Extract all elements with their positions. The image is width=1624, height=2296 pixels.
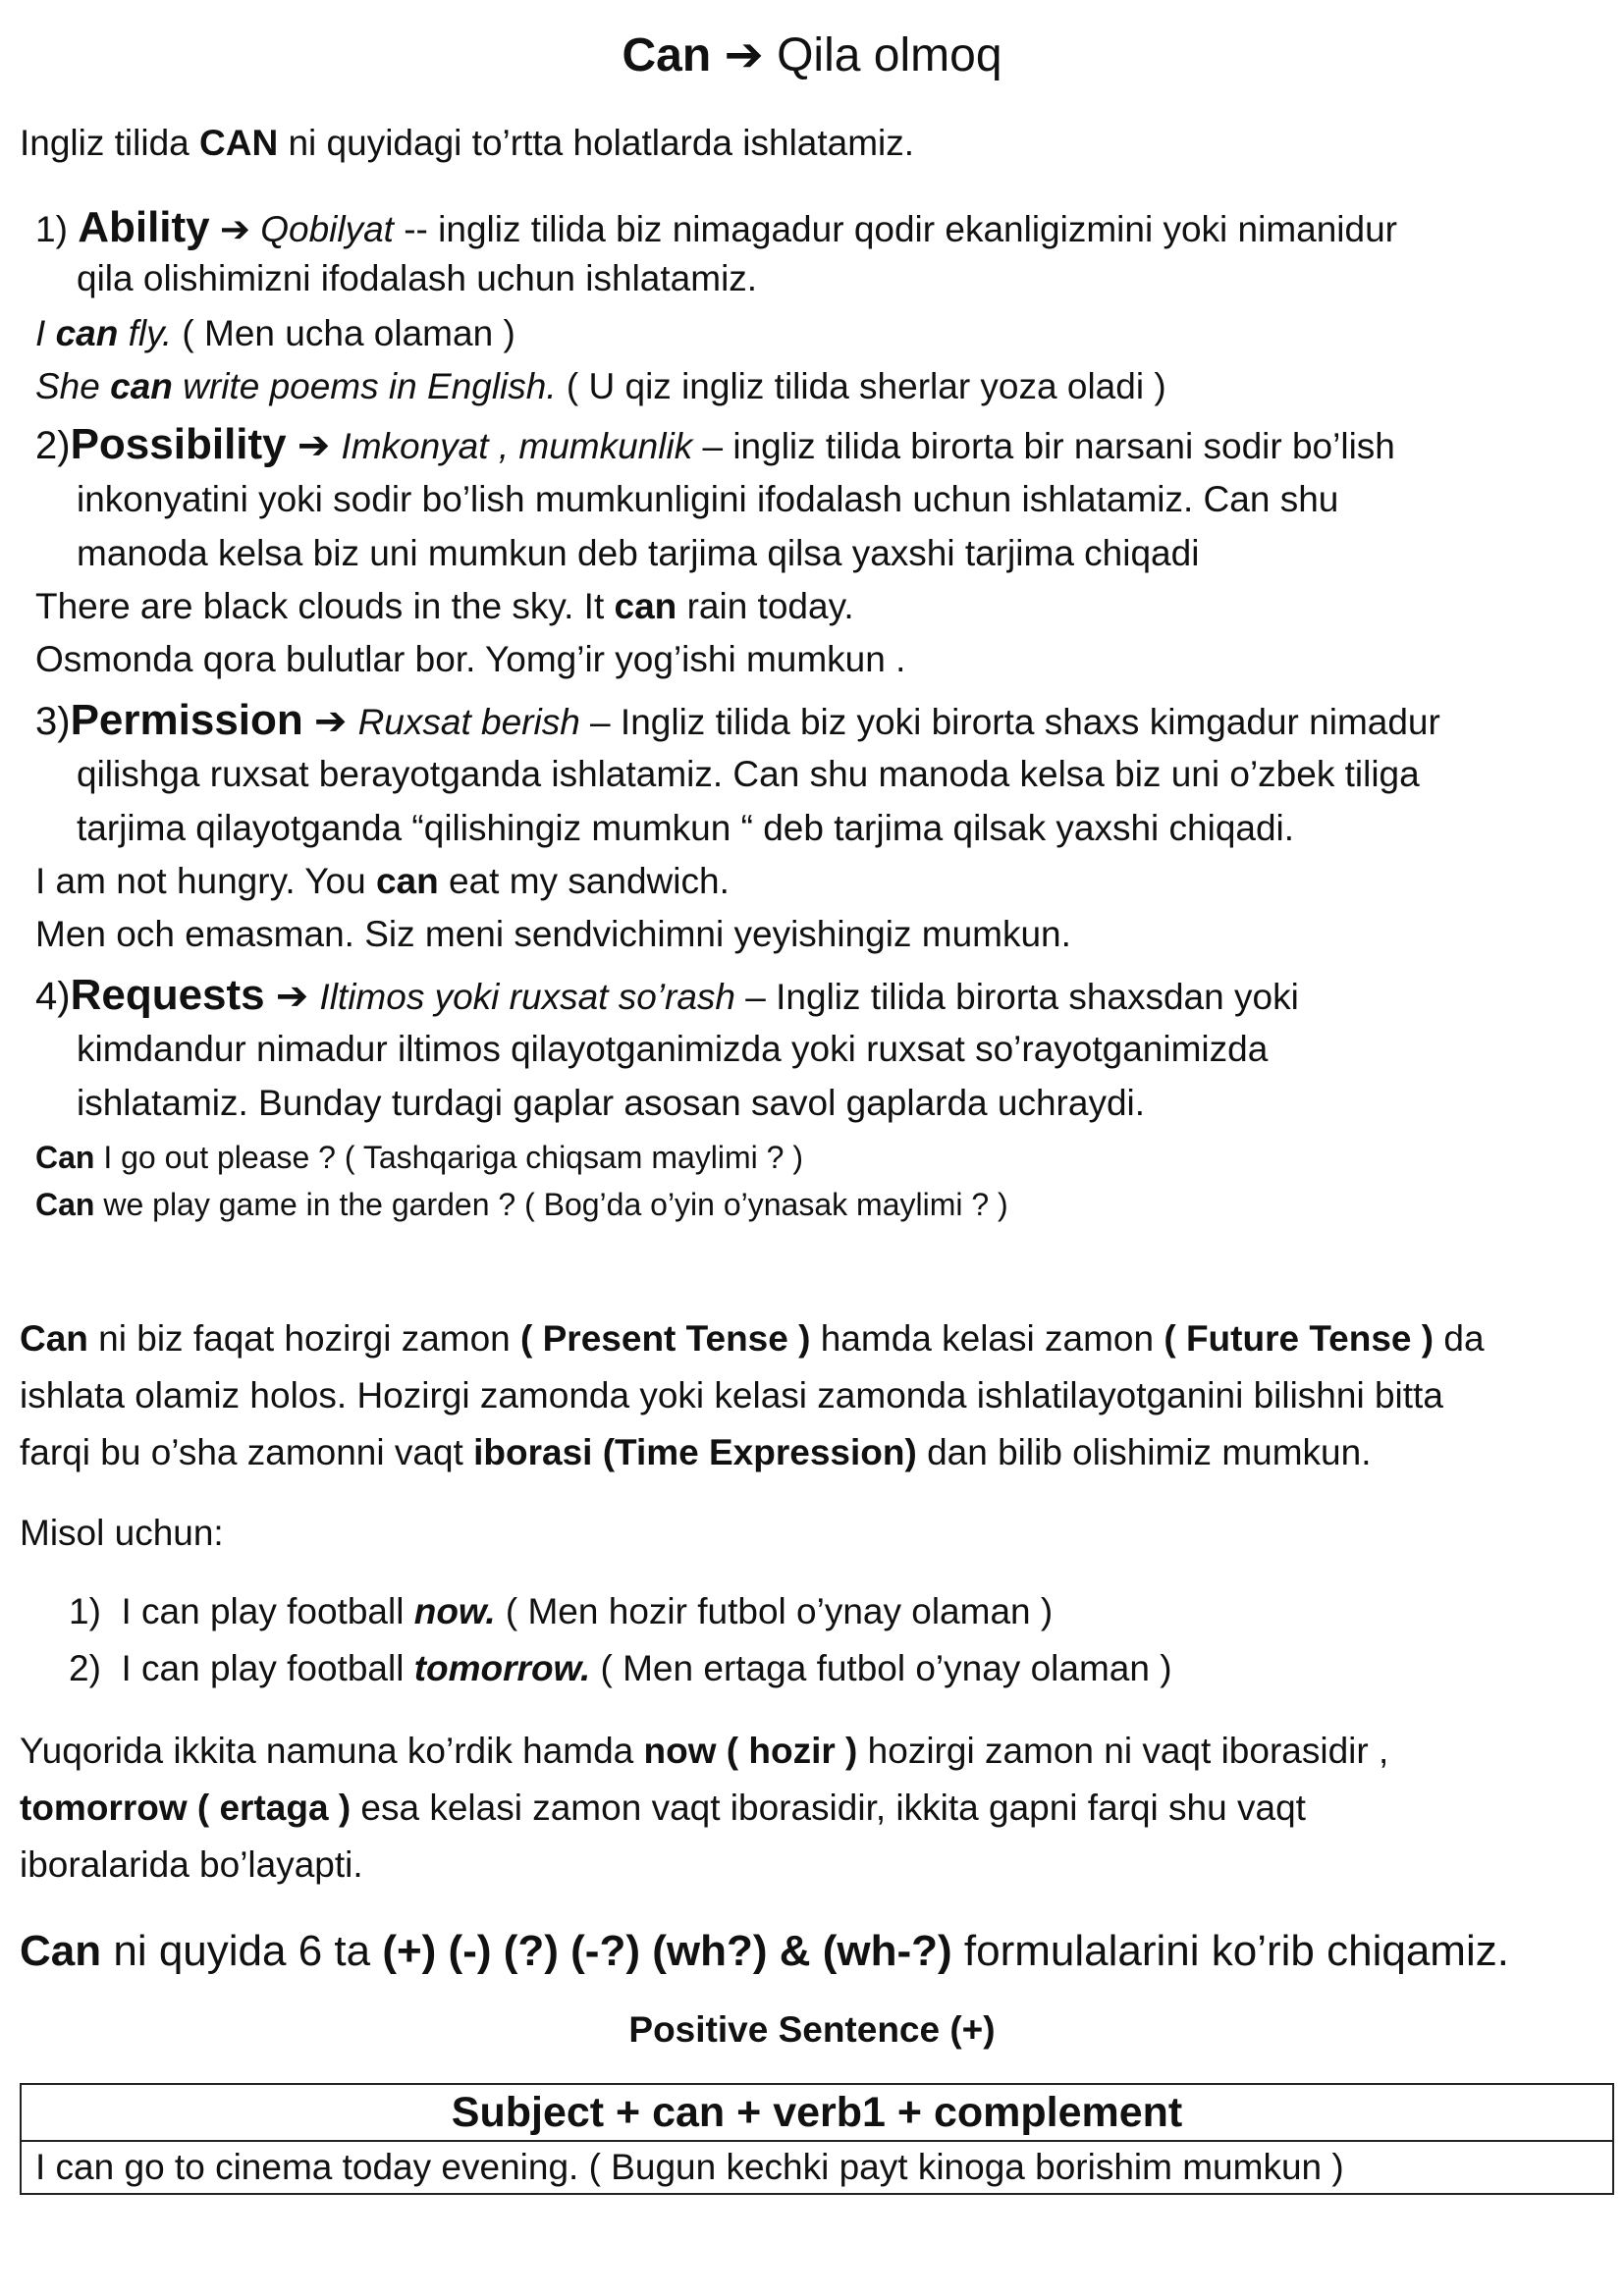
item-permission-desc-cont: tarjima qilayotganda “qilishingiz mumkun “ deb tarjima qilsak yaxshi chiqadi. <box>77 808 1295 848</box>
item-term: Permission <box>70 696 303 744</box>
time-expression-label: iborasi (Time Expression) <box>473 1432 917 1472</box>
present-tense-label: ( Present Tense ) <box>520 1318 811 1359</box>
arrow-right-icon: ➔ <box>313 700 348 743</box>
now-label: now ( hozir ) <box>643 1731 858 1771</box>
sample-sentence <box>69 1647 1172 1690</box>
example-can: can <box>110 366 173 406</box>
example-sentence <box>35 585 854 628</box>
example-can: can <box>375 861 439 901</box>
item-desc: – Ingliz tilida birorta shaxsdan yoki <box>735 977 1299 1017</box>
formulas-line <box>20 1926 1509 1978</box>
text: formulalarini ko’rib chiqamiz. <box>951 1927 1509 1975</box>
sample-translation: ( Men hozir futbol o’ynay olaman ) <box>495 1591 1054 1631</box>
example-translation: ( U qiz ingliz tilida sherlar yoza oladi ) <box>556 366 1166 406</box>
item-gloss: Imkonyat , mumkunlik <box>341 426 693 466</box>
item-possibility-desc-cont: manoda kelsa biz uni mumkun deb tarjima qilsa yaxshi tarjima chiqadi <box>77 533 1200 573</box>
time-word: tomorrow. <box>413 1648 591 1688</box>
summary-line: iboralarida bo’layapti. <box>20 1844 363 1885</box>
item-desc: – ingliz tilida birorta bir narsani sodir bo’lish <box>692 426 1395 466</box>
sample-number: 2) <box>69 1648 101 1688</box>
text: dan bilib olishimiz mumkun. <box>916 1432 1372 1472</box>
example-sentence <box>35 312 515 355</box>
item-number: 4) <box>35 975 71 1018</box>
item-requests-heading <box>35 970 1299 1022</box>
sample-translation: ( Men ertaga futbol o’ynay olaman ) <box>590 1648 1172 1688</box>
example-translation: Osmonda qora bulutlar bor. Yomg’ir yog’ishi mumkun . <box>35 639 906 679</box>
example-part: I go out please ? ( Tashqariga chiqsam maylimi ? ) <box>94 1140 803 1175</box>
example-can: Can <box>35 1140 95 1175</box>
item-requests-desc-cont: ishlatamiz. Bunday turdagi gaplar asosan savol gaplarda uchraydi. <box>77 1083 1146 1123</box>
item-term: Possibility <box>70 420 287 468</box>
item-desc: -- ingliz tilida biz nimagadur qodir ekanligizmini yoki nimanidur <box>393 209 1398 249</box>
item-number: 2) <box>35 424 71 467</box>
item-gloss: Iltimos yoki ruxsat so’rash <box>319 977 735 1017</box>
tense-paragraph-line <box>20 1431 1371 1474</box>
arrow-right-icon: ➔ <box>275 975 309 1018</box>
tense-paragraph-line <box>20 1317 1485 1361</box>
text: hozirgi zamon ni vaqt iborasidir , <box>857 1731 1389 1771</box>
item-ability-desc-cont: qila olishimizni ifodalash uchun ishlatamiz. <box>77 258 758 298</box>
example-sentence <box>35 1186 1008 1223</box>
arrow-right-icon: ➔ <box>297 424 331 467</box>
item-desc: – Ingliz tilida biz yoki birorta shaxs kimgadur nimadur <box>579 702 1440 742</box>
item-permission-desc-cont: qilishga ruxsat berayotganda ishlatamiz. Can shu manoda kelsa biz uni o’zbek tiliga <box>77 754 1420 794</box>
text: ni biz faqat hozirgi zamon <box>87 1318 521 1359</box>
summary-line <box>20 1730 1388 1773</box>
summary-line <box>20 1787 1306 1830</box>
text: Yuqorida ikkita namuna ko’rdik hamda <box>20 1731 644 1771</box>
bold-can: Can <box>20 1318 88 1359</box>
sample-sentence <box>69 1590 1053 1633</box>
example-part: rain today. <box>677 586 854 626</box>
table-row <box>21 2084 1613 2141</box>
text: ni quyida 6 ta <box>101 1927 383 1975</box>
text: esa kelasi zamon vaqt iborasidir, ikkita gapni farqi shu vaqt <box>351 1788 1306 1828</box>
example-part: eat my sandwich. <box>438 861 730 901</box>
arrow-right-icon: ➔ <box>219 209 250 249</box>
example-sentence <box>35 860 730 903</box>
formula-example: I can go to cinema today evening. ( Bugun kechki payt kinoga borishim mumkun ) <box>21 2141 1613 2194</box>
item-number: 1) <box>35 209 68 249</box>
item-possibility-heading <box>35 419 1395 471</box>
example-can: can <box>55 313 119 353</box>
tense-paragraph-line: ishlata olamiz holos. Hozirgi zamonda yoki kelasi zamonda ishlatilayotganini bilishni bitta <box>20 1375 1443 1415</box>
item-number: 3) <box>35 700 71 743</box>
sample-number: 1) <box>69 1591 101 1631</box>
example-sentence <box>35 365 1166 408</box>
example-translation: ( Men ucha olaman ) <box>172 313 515 353</box>
formula-symbols: (+) (-) (?) (-?) (wh?) & (wh-?) <box>382 1927 952 1975</box>
intro-text: Ingliz tilida <box>20 123 200 163</box>
item-possibility-desc-cont: inkonyatini yoki sodir bo’lish mumkunligini ifodalash uchun ishlatamiz. Can shu <box>77 479 1339 519</box>
future-tense-label: ( Future Tense ) <box>1164 1318 1435 1359</box>
example-part: I am not hungry. You <box>35 861 376 901</box>
tomorrow-label: tomorrow ( ertaga ) <box>20 1788 352 1828</box>
text: hamda kelasi zamon <box>810 1318 1164 1359</box>
text: farqi bu o’sha zamonni vaqt <box>20 1432 474 1472</box>
sample-text: I can play football <box>121 1591 414 1631</box>
title-word: Can <box>622 29 712 81</box>
item-gloss: Qobilyat <box>260 209 394 249</box>
positive-sentence-heading: Positive Sentence (+) <box>628 2009 996 2050</box>
example-part: She <box>35 366 111 406</box>
item-term: Ability <box>78 203 210 251</box>
time-word: now. <box>413 1591 496 1631</box>
item-ability-heading <box>35 202 1397 254</box>
example-sentence <box>35 1139 803 1176</box>
example-can: Can <box>35 1187 95 1222</box>
page-title <box>0 27 1624 84</box>
title-meaning: Qila olmoq <box>777 29 1002 81</box>
example-part: I <box>35 313 56 353</box>
item-requests-desc-cont: kimdandur nimadur iltimos qilayotganimizda yoki ruxsat so’rayotganimizda <box>77 1029 1269 1069</box>
example-part: we play game in the garden ? ( Bog’da o’yin o’ynasak maylimi ? ) <box>94 1187 1008 1222</box>
formula-table <box>20 2083 1614 2195</box>
item-gloss: Ruxsat berish <box>357 702 580 742</box>
bold-can: Can <box>20 1927 102 1975</box>
example-part: write poems in English. <box>172 366 557 406</box>
example-intro: Misol uchun: <box>20 1513 224 1553</box>
item-term: Requests <box>70 971 265 1019</box>
formula-header: Subject + can + verb1 + complement <box>21 2084 1613 2141</box>
intro-can: CAN <box>199 123 279 163</box>
intro-line <box>20 122 914 165</box>
sample-text: I can play football <box>121 1648 414 1688</box>
example-part: There are black clouds in the sky. It <box>35 586 615 626</box>
example-translation: Men och emasman. Siz meni sendvichimni yeyishingiz mumkun. <box>35 914 1071 954</box>
intro-text-end: ni quyidagi to’rtta holatlarda ishlatamiz. <box>278 123 915 163</box>
item-permission-heading <box>35 695 1440 747</box>
example-part: fly. <box>118 313 173 353</box>
example-can: can <box>614 586 677 626</box>
table-row <box>21 2141 1613 2194</box>
text: da <box>1434 1318 1485 1359</box>
arrow-right-icon: ➔ <box>724 29 764 81</box>
